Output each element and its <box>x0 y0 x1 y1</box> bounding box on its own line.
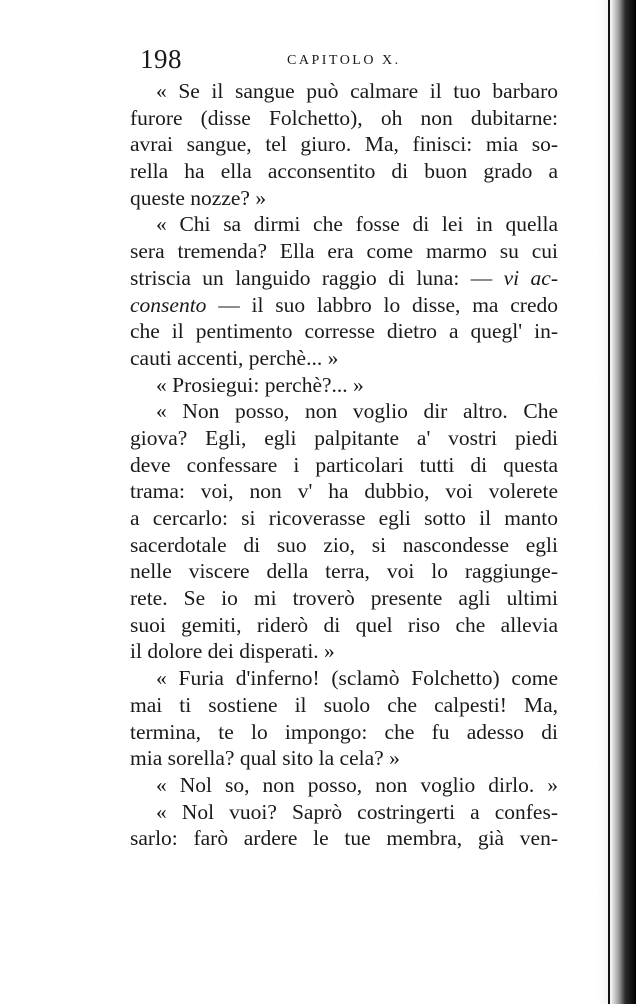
text-segment: — il suo labbro lo disse, ma credo <box>206 292 558 317</box>
text-line <box>130 372 558 399</box>
text-line <box>130 345 558 372</box>
text-segment: mia sorella? qual sito la cela? » <box>130 746 400 771</box>
text-segment: « Furia d'inferno! (sclamò Folchetto) come <box>156 666 558 691</box>
text-line <box>130 825 558 852</box>
running-head <box>0 38 636 78</box>
text-line <box>130 131 558 158</box>
text-segment: a cercarlo: si ricoverasse egli sotto il manto <box>130 506 558 530</box>
text-segment: deve confessare i particolari tutti di questa <box>130 452 558 477</box>
text-line <box>130 558 558 585</box>
page-number: 198 <box>140 44 182 74</box>
text-segment: striscia un languido raggio di luna: — <box>130 265 504 290</box>
text-line <box>130 799 558 826</box>
page-edge-line <box>608 0 610 1004</box>
text-line <box>130 425 558 452</box>
text-line <box>130 719 558 746</box>
text-segment: sarlo: farò ardere le tue membra, già ven- <box>130 826 558 851</box>
page-edge-shadow <box>598 0 636 1004</box>
text-segment: rella ha ella acconsentito di buon grado a <box>130 159 558 184</box>
text-line <box>130 665 558 692</box>
text-line <box>130 692 558 719</box>
text-line <box>130 398 558 425</box>
text-line <box>130 745 558 772</box>
text-line <box>130 452 558 479</box>
text-line <box>130 158 558 185</box>
text-line <box>130 185 558 212</box>
text-segment: « Nol so, non posso, non voglio dirlo. » <box>156 772 558 797</box>
text-line <box>130 772 558 799</box>
italic-text: consento <box>130 292 207 317</box>
text-line <box>130 292 558 319</box>
text-line <box>130 638 558 665</box>
text-line <box>130 532 558 559</box>
text-line <box>130 238 558 265</box>
chapter-title: CAPITOLO X. <box>287 53 401 68</box>
text-segment: queste nozze? » <box>130 185 267 210</box>
text-segment: « Se il sangue può calmare il tuo barbaro <box>156 79 558 103</box>
text-segment: il dolore dei disperati. » <box>130 639 335 664</box>
text-line <box>130 478 558 505</box>
text-segment: sacerdotale di suo zio, si nascondesse egli <box>130 532 558 557</box>
text-segment: rete. Se io mi troverò presente agli ultimi <box>130 586 558 611</box>
text-segment: che il pentimento corresse dietro a quegl' in- <box>130 319 558 344</box>
text-segment: furore (disse Folchetto), oh non dubitarne: <box>130 105 558 130</box>
text-segment: sera tremenda? Ella era come marmo su cui <box>130 239 558 264</box>
italic-text: vi ac- <box>503 265 558 290</box>
text-segment: giova? Egli, egli palpitante a' vostri piedi <box>130 425 558 450</box>
text-line <box>130 78 558 105</box>
text-segment: trama: voi, non v' ha dubbio, voi volerete <box>130 479 558 504</box>
text-segment: nelle viscere della terra, voi lo raggiunge- <box>130 559 558 584</box>
body-text <box>130 78 558 852</box>
text-segment: « Chi sa dirmi che fosse di lei in quella <box>156 212 558 237</box>
text-segment: « Prosiegui: perchè?... » <box>156 372 364 397</box>
text-segment: avrai sangue, tel giuro. Ma, finisci: mia so- <box>130 132 558 157</box>
text-line <box>130 265 558 292</box>
text-line <box>130 318 558 345</box>
text-segment: « Non posso, non voglio dir altro. Che <box>156 399 558 424</box>
text-segment: mai ti sostiene il suolo che calpesti! Ma, <box>130 692 558 717</box>
text-segment: « Nol vuoi? Saprò costringerti a confes- <box>156 799 558 824</box>
text-line <box>130 612 558 639</box>
text-segment: cauti accenti, perchè... » <box>130 345 339 370</box>
text-line <box>130 585 558 612</box>
text-segment: termina, te lo impongo: che fu adesso di <box>130 719 558 744</box>
text-line <box>130 105 558 132</box>
text-line <box>130 505 558 532</box>
text-line <box>130 211 558 238</box>
text-segment: suoi gemiti, riderò di quel riso che allevia <box>130 612 558 637</box>
